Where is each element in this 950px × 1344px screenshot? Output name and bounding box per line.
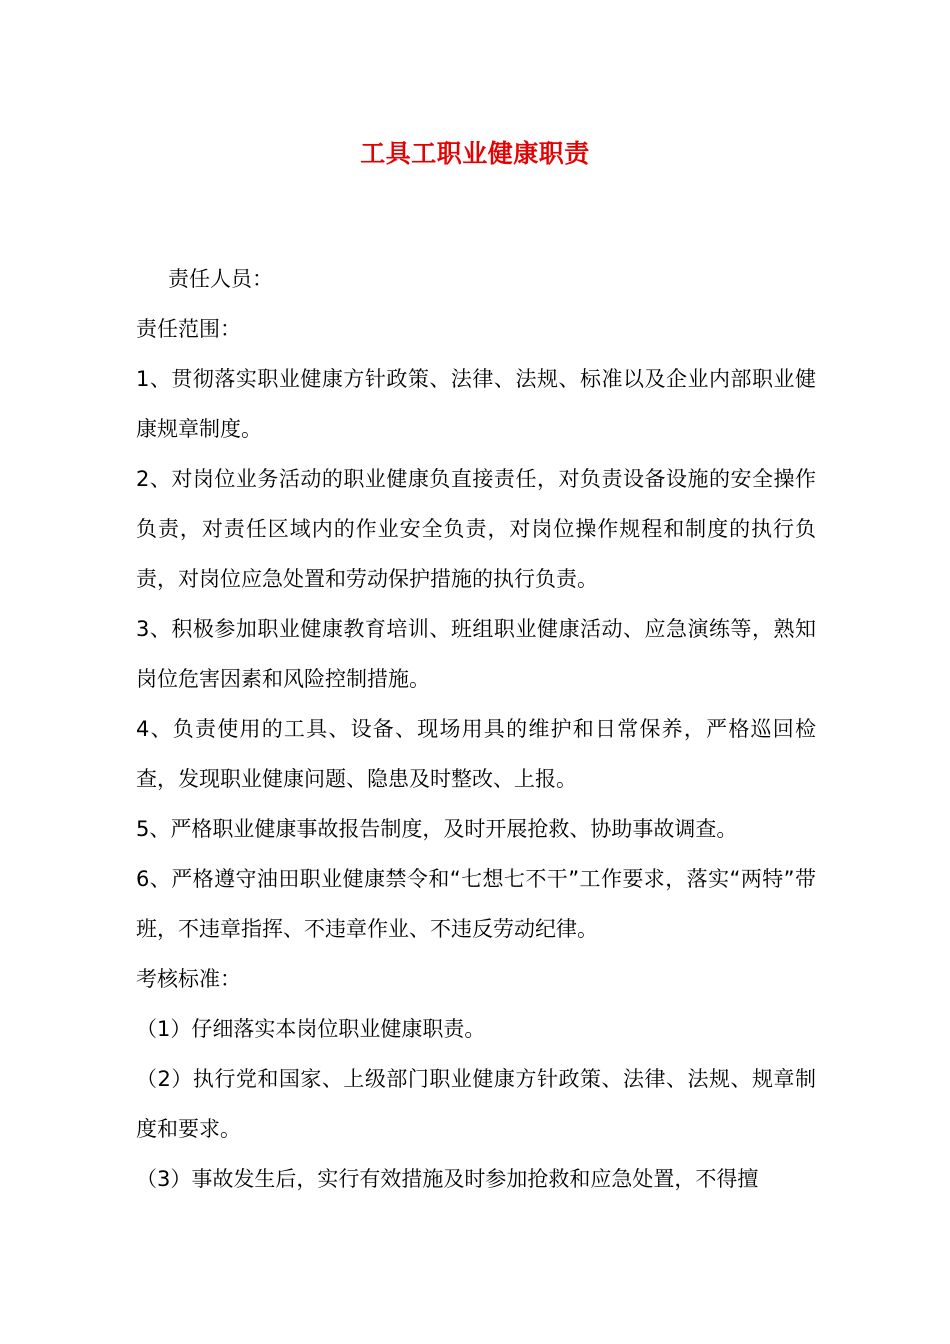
scope-item-6: 6、严格遵守油田职业健康禁令和“七想七不干”工作要求，落实“两特”带班，不违章指挥、不违章作业、不违反劳动纪律。	[136, 867, 816, 941]
assessment-item-2: （2）执行党和国家、上级部门职业健康方针政策、法律、法规、规章制度和要求。	[136, 1067, 816, 1141]
assessment-item-3: （3）事故发生后，实行有效措施及时参加抢救和应急处置，不得擅	[136, 1167, 759, 1191]
scope-item-2: 2、对岗位业务活动的职业健康负直接责任，对负责设备设施的安全操作负责，对责任区域内的作业安全负责，对岗位操作规程和制度的执行负责，对岗位应急处置和劳动保护措施的执行负责。	[136, 467, 816, 591]
scope-item-5: 5、严格职业健康事故报告制度，及时开展抢救、协助事故调查。	[136, 817, 738, 841]
assessment-label: 考核标准：	[136, 967, 241, 991]
responsible-person-label: 责任人员：	[168, 267, 273, 291]
scope-item-1: 1、贯彻落实职业健康方针政策、法律、法规、标准以及企业内部职业健康规章制度。	[136, 367, 816, 441]
scope-label: 责任范围：	[136, 317, 241, 341]
scope-item-3: 3、积极参加职业健康教育培训、班组职业健康活动、应急演练等，熟知岗位危害因素和风险控制措施。	[136, 617, 816, 691]
assessment-item-1: （1）仔细落实本岗位职业健康职责。	[136, 1017, 486, 1041]
document-body	[136, 254, 816, 1204]
document-title: 工具工职业健康职责	[360, 139, 590, 168]
scope-item-4: 4、负责使用的工具、设备、现场用具的维护和日常保养，严格巡回检查，发现职业健康问题、隐患及时整改、上报。	[136, 717, 816, 791]
